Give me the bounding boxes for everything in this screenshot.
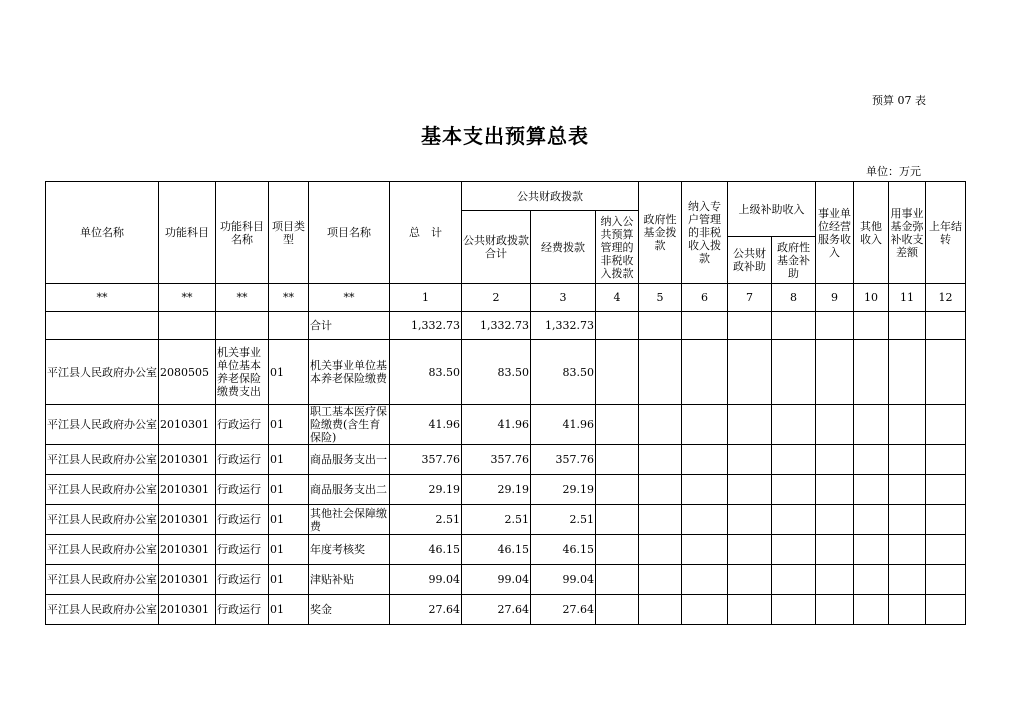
empty-cell bbox=[816, 595, 854, 625]
table-row bbox=[46, 340, 966, 405]
cell bbox=[46, 312, 159, 340]
empty-cell bbox=[682, 445, 728, 475]
row-unit-name: 平江县人民政府办公室 bbox=[46, 535, 159, 565]
empty-cell bbox=[728, 565, 772, 595]
empty-cell bbox=[889, 535, 926, 565]
index-cell: ** bbox=[269, 284, 309, 312]
row-public-total: 29.19 bbox=[462, 475, 531, 505]
row-func-name: 机关事业单位基本养老保险缴费支出 bbox=[216, 340, 269, 405]
row-expense: 41.96 bbox=[531, 405, 596, 445]
cell bbox=[596, 312, 639, 340]
row-unit-name: 平江县人民政府办公室 bbox=[46, 475, 159, 505]
cell bbox=[216, 312, 269, 340]
header-superior-subsidy: 上级补助收入 bbox=[728, 182, 816, 237]
empty-cell bbox=[682, 475, 728, 505]
row-public-total: 357.76 bbox=[462, 445, 531, 475]
table-row bbox=[46, 405, 966, 445]
row-public-total: 2.51 bbox=[462, 505, 531, 535]
row-unit-name: 平江县人民政府办公室 bbox=[46, 565, 159, 595]
row-total: 41.96 bbox=[390, 405, 462, 445]
table-row bbox=[46, 595, 966, 625]
empty-cell bbox=[596, 505, 639, 535]
empty-cell bbox=[816, 565, 854, 595]
unit-label: 单位：万元 bbox=[866, 165, 921, 178]
row-unit-name: 平江县人民政府办公室 bbox=[46, 445, 159, 475]
cell bbox=[772, 312, 816, 340]
row-proj-type: 01 bbox=[269, 505, 309, 535]
empty-cell bbox=[816, 535, 854, 565]
empty-cell bbox=[639, 595, 682, 625]
empty-cell bbox=[728, 445, 772, 475]
empty-cell bbox=[596, 565, 639, 595]
index-cell: ** bbox=[46, 284, 159, 312]
row-proj-type: 01 bbox=[269, 340, 309, 405]
row-total: 46.15 bbox=[390, 535, 462, 565]
empty-cell bbox=[926, 535, 966, 565]
empty-cell bbox=[639, 565, 682, 595]
cell bbox=[889, 312, 926, 340]
header-proj-type: 项目类型 bbox=[269, 182, 309, 284]
row-proj-type: 01 bbox=[269, 565, 309, 595]
row-proj-type: 01 bbox=[269, 405, 309, 445]
row-proj-type: 01 bbox=[269, 595, 309, 625]
total-label: 合计 bbox=[309, 312, 390, 340]
row-total: 99.04 bbox=[390, 565, 462, 595]
empty-cell bbox=[596, 340, 639, 405]
row-proj-name: 其他社会保障缴费 bbox=[309, 505, 390, 535]
empty-cell bbox=[728, 505, 772, 535]
empty-cell bbox=[816, 445, 854, 475]
row-func-name: 行政运行 bbox=[216, 505, 269, 535]
empty-cell bbox=[889, 445, 926, 475]
index-cell: ** bbox=[216, 284, 269, 312]
empty-cell bbox=[639, 340, 682, 405]
empty-cell bbox=[639, 405, 682, 445]
row-proj-type: 01 bbox=[269, 535, 309, 565]
row-total: 27.64 bbox=[390, 595, 462, 625]
row-public-total: 41.96 bbox=[462, 405, 531, 445]
empty-cell bbox=[682, 405, 728, 445]
empty-cell bbox=[682, 340, 728, 405]
header-public-total: 公共财政拨款合计 bbox=[462, 211, 531, 284]
row-total: 29.19 bbox=[390, 475, 462, 505]
row-total: 2.51 bbox=[390, 505, 462, 535]
row-unit-name: 平江县人民政府办公室 bbox=[46, 340, 159, 405]
cell bbox=[682, 312, 728, 340]
row-func-name: 行政运行 bbox=[216, 475, 269, 505]
row-func-code: 2080505 bbox=[159, 340, 216, 405]
row-func-code: 2010301 bbox=[159, 535, 216, 565]
budget-table bbox=[45, 181, 966, 625]
cell bbox=[159, 312, 216, 340]
row-func-code: 2010301 bbox=[159, 505, 216, 535]
table-row bbox=[46, 505, 966, 535]
empty-cell bbox=[682, 505, 728, 535]
empty-cell bbox=[889, 595, 926, 625]
row-total: 357.76 bbox=[390, 445, 462, 475]
row-total: 83.50 bbox=[390, 340, 462, 405]
row-unit-name: 平江县人民政府办公室 bbox=[46, 405, 159, 445]
empty-cell bbox=[889, 565, 926, 595]
row-func-code: 2010301 bbox=[159, 475, 216, 505]
page-title: 基本支出预算总表 bbox=[421, 124, 589, 148]
row-func-name: 行政运行 bbox=[216, 535, 269, 565]
empty-cell bbox=[854, 535, 889, 565]
header-gov-fund: 政府性基金拨款 bbox=[639, 182, 682, 284]
total-expense: 1,332.73 bbox=[531, 312, 596, 340]
row-proj-name: 商品服务支出一 bbox=[309, 445, 390, 475]
header-total: 总 计 bbox=[390, 182, 462, 284]
empty-cell bbox=[639, 475, 682, 505]
header-nontax: 纳入公共预算管理的非税收入拨款 bbox=[596, 211, 639, 284]
index-cell: 5 bbox=[639, 284, 682, 312]
index-cell: 6 bbox=[682, 284, 728, 312]
row-func-name: 行政运行 bbox=[216, 565, 269, 595]
form-number: 预算 07 表 bbox=[872, 94, 926, 107]
empty-cell bbox=[772, 505, 816, 535]
empty-cell bbox=[816, 340, 854, 405]
empty-cell bbox=[926, 445, 966, 475]
row-public-total: 83.50 bbox=[462, 340, 531, 405]
row-expense: 29.19 bbox=[531, 475, 596, 505]
cell bbox=[854, 312, 889, 340]
empty-cell bbox=[772, 445, 816, 475]
row-func-code: 2010301 bbox=[159, 565, 216, 595]
empty-cell bbox=[772, 405, 816, 445]
empty-cell bbox=[816, 475, 854, 505]
empty-cell bbox=[889, 340, 926, 405]
empty-cell bbox=[889, 405, 926, 445]
empty-cell bbox=[926, 565, 966, 595]
row-proj-name: 职工基本医疗保险缴费(含生育保险) bbox=[309, 405, 390, 445]
table-body bbox=[46, 340, 966, 625]
row-proj-type: 01 bbox=[269, 445, 309, 475]
empty-cell bbox=[639, 535, 682, 565]
empty-cell bbox=[816, 505, 854, 535]
empty-cell bbox=[854, 595, 889, 625]
index-cell: ** bbox=[309, 284, 390, 312]
header-public-fiscal: 公共财政拨款 bbox=[462, 182, 639, 211]
row-func-name: 行政运行 bbox=[216, 405, 269, 445]
index-cell: 9 bbox=[816, 284, 854, 312]
row-public-total: 99.04 bbox=[462, 565, 531, 595]
row-expense: 99.04 bbox=[531, 565, 596, 595]
row-proj-name: 津贴补贴 bbox=[309, 565, 390, 595]
empty-cell bbox=[772, 475, 816, 505]
empty-cell bbox=[926, 475, 966, 505]
cell bbox=[269, 312, 309, 340]
empty-cell bbox=[728, 535, 772, 565]
empty-cell bbox=[728, 405, 772, 445]
row-expense: 27.64 bbox=[531, 595, 596, 625]
cell bbox=[926, 312, 966, 340]
row-func-code: 2010301 bbox=[159, 405, 216, 445]
header-gov-fund-subsidy: 政府性基金补助 bbox=[772, 237, 816, 284]
empty-cell bbox=[596, 595, 639, 625]
row-expense: 83.50 bbox=[531, 340, 596, 405]
empty-cell bbox=[596, 535, 639, 565]
empty-cell bbox=[728, 340, 772, 405]
empty-cell bbox=[926, 340, 966, 405]
total-total: 1,332.73 bbox=[390, 312, 462, 340]
row-proj-name: 奖金 bbox=[309, 595, 390, 625]
index-cell: 2 bbox=[462, 284, 531, 312]
empty-cell bbox=[682, 565, 728, 595]
empty-cell bbox=[772, 535, 816, 565]
empty-cell bbox=[889, 475, 926, 505]
empty-cell bbox=[926, 595, 966, 625]
empty-cell bbox=[816, 405, 854, 445]
index-cell: 3 bbox=[531, 284, 596, 312]
header-special-nontax: 纳入专户管理的非税收入拨款 bbox=[682, 182, 728, 284]
empty-cell bbox=[639, 445, 682, 475]
table-index-row bbox=[46, 284, 966, 312]
row-unit-name: 平江县人民政府办公室 bbox=[46, 595, 159, 625]
row-expense: 46.15 bbox=[531, 535, 596, 565]
row-proj-name: 机关事业单位基本养老保险缴费 bbox=[309, 340, 390, 405]
empty-cell bbox=[639, 505, 682, 535]
empty-cell bbox=[854, 565, 889, 595]
header-fund-gap: 用事业基金弥补收支差额 bbox=[889, 182, 926, 284]
header-expense: 经费拨款 bbox=[531, 211, 596, 284]
row-expense: 357.76 bbox=[531, 445, 596, 475]
table-row bbox=[46, 565, 966, 595]
index-cell: 11 bbox=[889, 284, 926, 312]
row-proj-type: 01 bbox=[269, 475, 309, 505]
cell bbox=[728, 312, 772, 340]
table-header bbox=[46, 182, 966, 284]
row-func-code: 2010301 bbox=[159, 445, 216, 475]
header-unit-name: 单位名称 bbox=[46, 182, 159, 284]
header-func-name: 功能科目名称 bbox=[216, 182, 269, 284]
table-row bbox=[46, 535, 966, 565]
index-cell: 12 bbox=[926, 284, 966, 312]
row-func-name: 行政运行 bbox=[216, 595, 269, 625]
table-row bbox=[46, 445, 966, 475]
empty-cell bbox=[854, 475, 889, 505]
empty-cell bbox=[926, 505, 966, 535]
empty-cell bbox=[772, 340, 816, 405]
cell bbox=[816, 312, 854, 340]
header-business-income: 事业单位经营服务收入 bbox=[816, 182, 854, 284]
cell bbox=[639, 312, 682, 340]
row-expense: 2.51 bbox=[531, 505, 596, 535]
index-cell: ** bbox=[159, 284, 216, 312]
empty-cell bbox=[772, 565, 816, 595]
table-row bbox=[46, 475, 966, 505]
empty-cell bbox=[728, 475, 772, 505]
table-total-row bbox=[46, 312, 966, 340]
empty-cell bbox=[889, 505, 926, 535]
index-cell: 7 bbox=[728, 284, 772, 312]
empty-cell bbox=[596, 475, 639, 505]
row-public-total: 27.64 bbox=[462, 595, 531, 625]
header-proj-name: 项目名称 bbox=[309, 182, 390, 284]
empty-cell bbox=[854, 505, 889, 535]
index-cell: 1 bbox=[390, 284, 462, 312]
row-func-code: 2010301 bbox=[159, 595, 216, 625]
empty-cell bbox=[596, 445, 639, 475]
empty-cell bbox=[854, 405, 889, 445]
header-func-code: 功能科目 bbox=[159, 182, 216, 284]
empty-cell bbox=[596, 405, 639, 445]
empty-cell bbox=[682, 595, 728, 625]
empty-cell bbox=[926, 405, 966, 445]
empty-cell bbox=[854, 340, 889, 405]
index-cell: 4 bbox=[596, 284, 639, 312]
header-other-income: 其他收入 bbox=[854, 182, 889, 284]
empty-cell bbox=[854, 445, 889, 475]
empty-cell bbox=[682, 535, 728, 565]
empty-cell bbox=[772, 595, 816, 625]
row-proj-name: 年度考核奖 bbox=[309, 535, 390, 565]
total-public-total: 1,332.73 bbox=[462, 312, 531, 340]
row-func-name: 行政运行 bbox=[216, 445, 269, 475]
empty-cell bbox=[728, 595, 772, 625]
row-unit-name: 平江县人民政府办公室 bbox=[46, 505, 159, 535]
row-public-total: 46.15 bbox=[462, 535, 531, 565]
header-public-subsidy: 公共财政补助 bbox=[728, 237, 772, 284]
row-proj-name: 商品服务支出二 bbox=[309, 475, 390, 505]
header-carryover: 上年结转 bbox=[926, 182, 966, 284]
index-cell: 10 bbox=[854, 284, 889, 312]
index-cell: 8 bbox=[772, 284, 816, 312]
